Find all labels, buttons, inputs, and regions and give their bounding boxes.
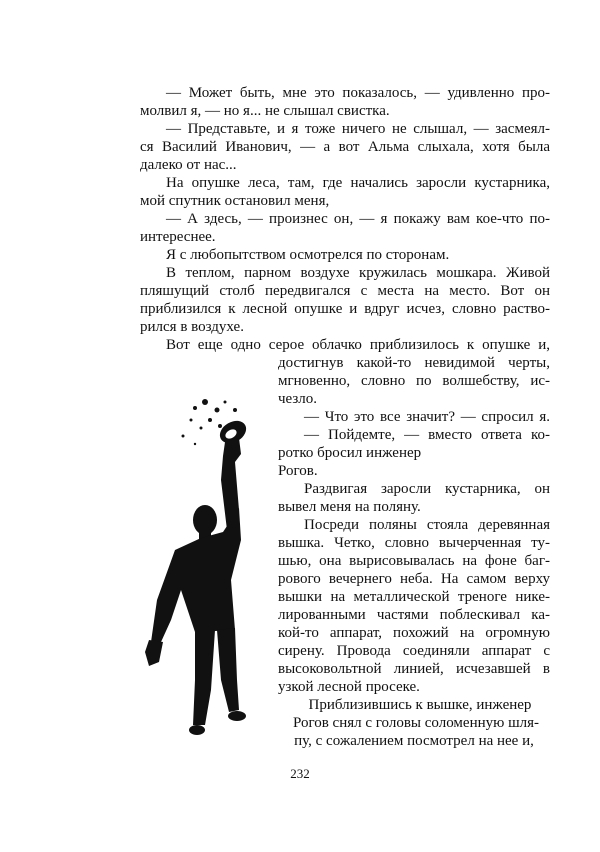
text-line: достигнув какой-то невидимой черты, bbox=[278, 355, 550, 371]
text-line: высоковольтной линией, исчезавшей в bbox=[278, 661, 550, 677]
text-line: ротко бросил инженер bbox=[278, 445, 422, 461]
text-line: На опушке леса, там, где начались заросли кустарника, bbox=[166, 175, 550, 191]
text-line: — Может быть, мне это показалось, — удивленно про- bbox=[166, 85, 550, 101]
text-line: Рогов снял с головы соломенную шля- bbox=[292, 715, 540, 731]
text-line: Приблизившись к вышке, инженер bbox=[308, 697, 532, 713]
text-line: Вот еще одно серое облачко приблизилось к опушке и, bbox=[166, 337, 550, 353]
text-line: интереснее. bbox=[140, 229, 216, 245]
text-line: — Пойдемте, — вместо ответа ко- bbox=[304, 427, 550, 443]
text-line: вышки на металлической треноге нике- bbox=[278, 589, 550, 605]
text-line: рился в воздухе. bbox=[140, 319, 244, 335]
text-line: вывел меня на поляну. bbox=[278, 499, 421, 515]
text-line: лированными частями поблескивал ка- bbox=[278, 607, 550, 623]
text-line: Раздвигая заросли кустарника, он bbox=[304, 481, 550, 497]
text-line: — Представьте, и я тоже ничего не слышал, — засмеял- bbox=[166, 121, 550, 137]
text-line: кой-то аппарат, похожий на огромную bbox=[278, 625, 550, 641]
text-line: В теплом, парном воздухе кружилась мошкара. Живой bbox=[166, 265, 550, 281]
page-number: 232 bbox=[290, 766, 310, 781]
text-line: пляшущий столб передвигался с места на место. Вот он bbox=[140, 283, 550, 299]
text-line: сирену. Провода соединяли аппарат с bbox=[278, 643, 550, 659]
text-line: мгновенно, словно по волшебству, ис- bbox=[278, 373, 550, 389]
text-line: шью, она вырисовывалась на фоне баг- bbox=[278, 553, 550, 569]
text-line: вышка. Четко, словно вычерченная ту- bbox=[278, 535, 550, 551]
text-line: мой спутник остановил меня, bbox=[140, 193, 330, 209]
text-line: Рогов. bbox=[278, 463, 318, 479]
text-line: далеко от нас... bbox=[140, 157, 237, 173]
text-line: чезло. bbox=[278, 391, 318, 407]
text-line: рового вечернего неба. На самом верху bbox=[278, 571, 550, 587]
text-line: ся Василий Иванович, — а вот Альма слыхала, хотя была bbox=[140, 139, 550, 155]
text-line: — А здесь, — произнес он, — я покажу вам кое-что по- bbox=[166, 211, 550, 227]
text-line: молвил я, — но я... не слышал свистка. bbox=[140, 103, 390, 119]
text-line: узкой лесной просеке. bbox=[278, 679, 420, 695]
text-line: пу, с сожалением посмотрел на нее и, bbox=[294, 733, 534, 749]
text-line: Я с любопытством осмотрелся по сторонам. bbox=[166, 247, 450, 263]
illustration-man-with-hat bbox=[135, 380, 270, 740]
text-line: Посреди поляны стояла деревянная bbox=[304, 517, 550, 533]
text-line: — Что это все значит? — спросил я. bbox=[304, 409, 550, 425]
text-line: приблизился к лесной опушке и вдруг исчез, словно раство- bbox=[140, 301, 550, 317]
